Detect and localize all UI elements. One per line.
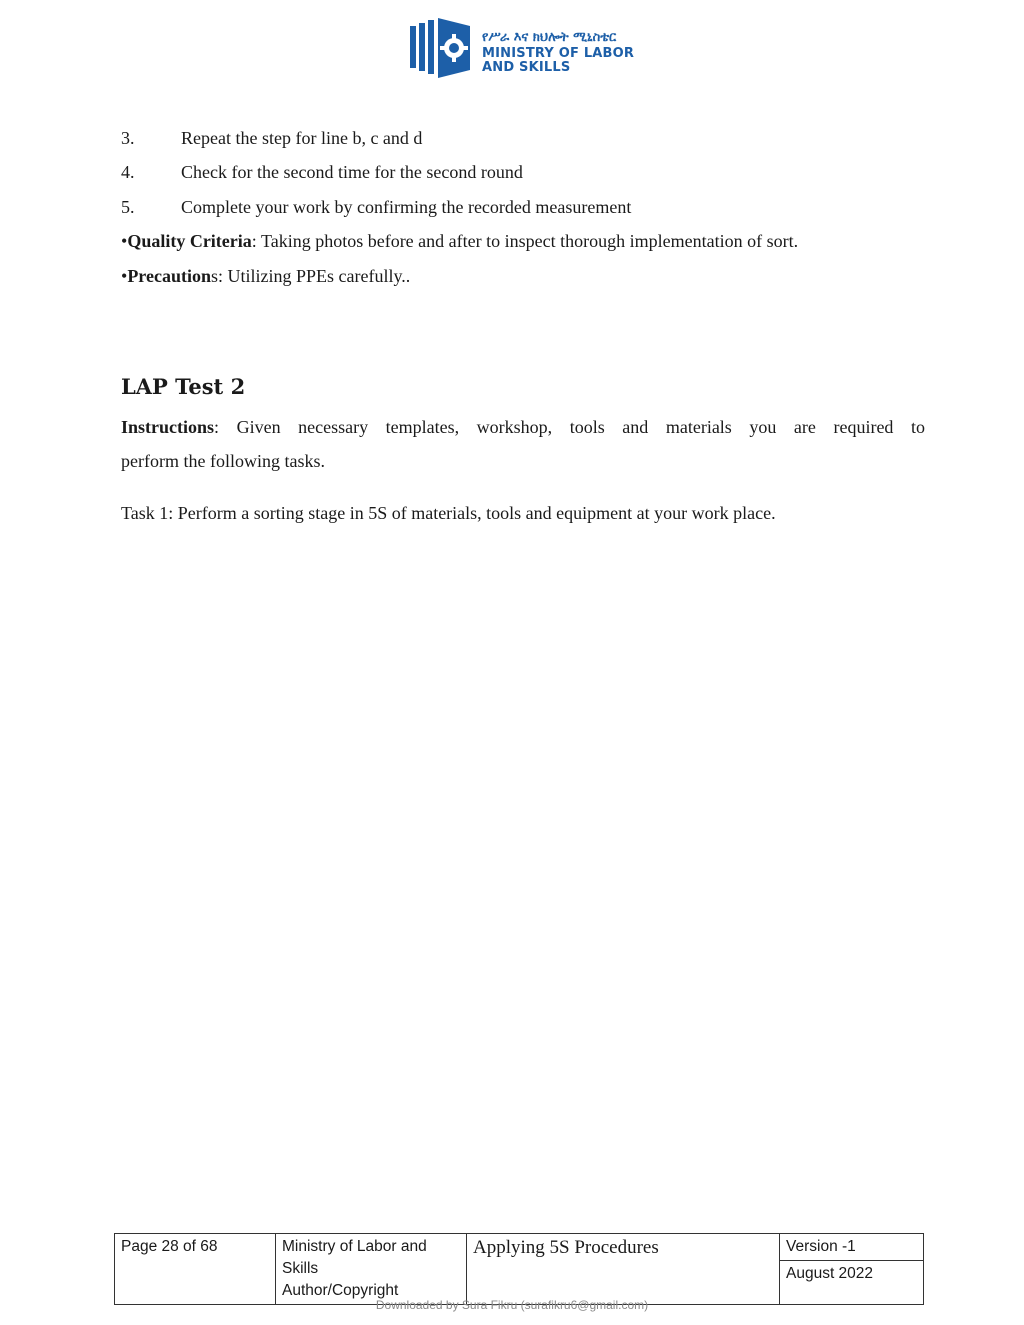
download-note: Downloaded by Sura Fikru (surafikru6@gmail.com): [375, 1298, 649, 1312]
instructions-label: Instructions: [121, 417, 215, 437]
logo-line1: MINISTRY OF LABOR: [482, 46, 635, 61]
step-text: Check for the second time for the second round: [181, 162, 523, 182]
instructions-text: : Given necessary templates, workshop, tools and materials you are required to: [214, 417, 925, 437]
precautions-text: s: Utilizing PPEs carefully..: [210, 266, 411, 286]
footer-date: August 2022: [780, 1261, 924, 1305]
task-1: Task 1: Perform a sorting stage in 5S of materials, tools and equipment at your work place.: [121, 503, 776, 523]
footer-organization: [276, 1234, 467, 1305]
step-text: Complete your work by confirming the recorded measurement: [181, 197, 632, 217]
precautions: [121, 265, 410, 287]
step-number: 5.: [121, 197, 135, 217]
footer-page-number: Page 28 of 68: [115, 1234, 276, 1305]
instructions-line1: [121, 416, 925, 438]
step-number: 3.: [121, 128, 135, 148]
ministry-emblem-icon: [408, 18, 474, 78]
instructions-line2: perform the following tasks.: [121, 451, 325, 471]
footer-version: Version -1: [780, 1234, 924, 1261]
ministry-logo: [408, 18, 648, 78]
logo-amharic-text: የሥራ እና ክህሎት ሚኒስቴር: [482, 30, 617, 45]
quality-criteria-label: Quality Criteria: [127, 231, 252, 251]
quality-criteria-text: : Taking photos before and after to inspect thorough implementation of sort.: [251, 231, 799, 251]
logo-line2: AND SKILLS: [482, 60, 571, 75]
lap-test-heading: LAP Test 2: [121, 374, 246, 399]
precautions-label: Precaution: [127, 266, 211, 286]
footer-org-line3: Author/Copyright: [282, 1282, 399, 1299]
step-text: Repeat the step for line b, c and d: [181, 128, 423, 148]
footer-org-line1: Ministry of Labor and: [282, 1238, 427, 1255]
page-footer-table: [114, 1233, 924, 1305]
bullet: •: [121, 231, 128, 251]
step-number: 4.: [121, 162, 135, 182]
bullet: •: [121, 266, 128, 286]
footer-title: Applying 5S Procedures: [467, 1234, 780, 1305]
quality-criteria: [121, 230, 798, 252]
footer-org-line2: Skills: [282, 1260, 319, 1277]
